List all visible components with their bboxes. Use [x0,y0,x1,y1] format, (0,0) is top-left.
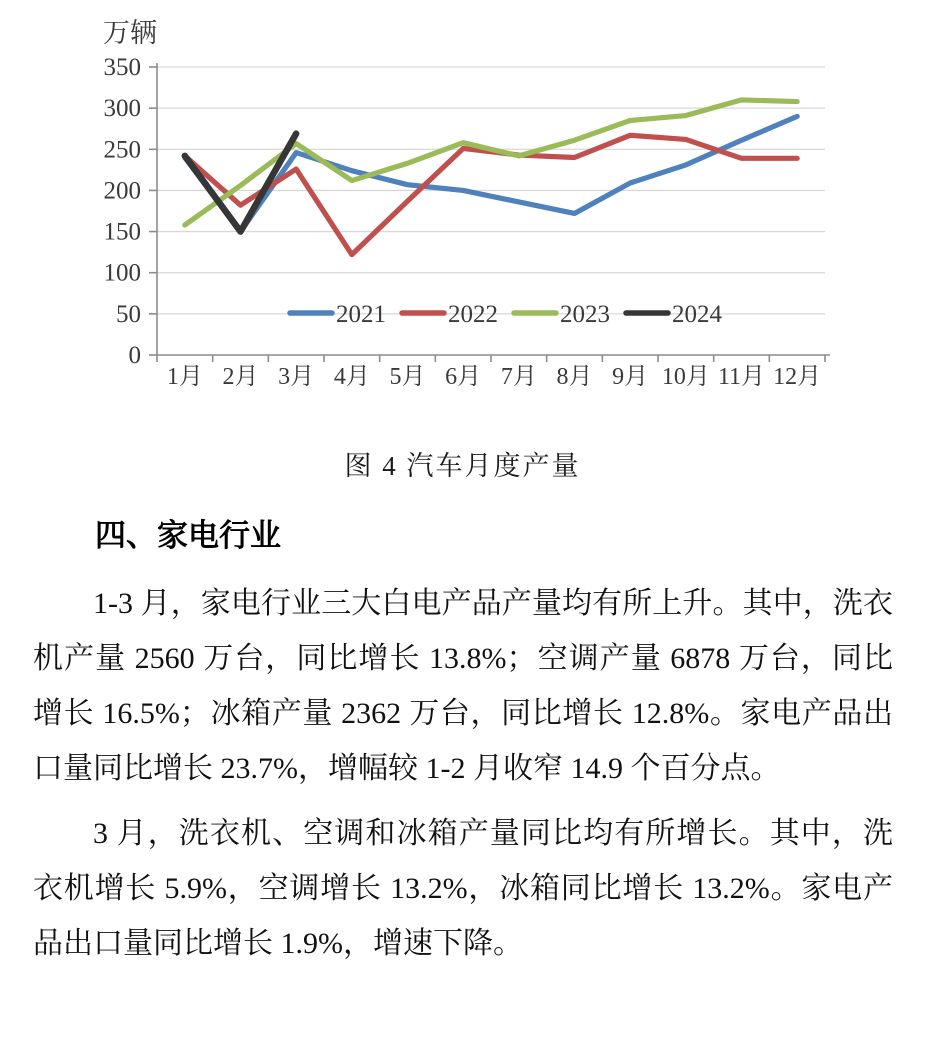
svg-text:5月: 5月 [389,364,426,390]
svg-text:300: 300 [103,95,141,123]
svg-text:10月: 10月 [661,364,710,390]
section-body [0,576,925,971]
svg-text:200: 200 [103,177,141,205]
svg-text:0: 0 [128,342,141,369]
svg-text:7月: 7月 [500,364,537,390]
paragraph-appliance-march: 3 月，洗衣机、空调和冰箱产量同比均有所增长。其中，洗衣机增长 5.9%，空调增长 13.2%，冰箱同比增长 13.2%。家电产品出口量同比增长 1.9%，增速下降。 [33,817,893,960]
legend-label-2021: 2021 [336,301,386,328]
svg-text:12月: 12月 [773,364,822,390]
svg-text:250: 250 [103,136,141,164]
section-heading: 四、家电行业 [95,518,281,553]
y-axis-unit-label: 万辆 [103,18,157,48]
paragraph-appliance-q1: 1-3 月，家电行业三大白电产品产量均有所上升。其中，洗衣机产量 2560 万台，同比增长 13.8%；空调产量 6878 万台，同比增长 16.5%；冰箱产量 2362 万台，同比增长 12.8%。家电产品出口量同比增长 23.7%，增幅较 1-2 月收窄 14.9 个百分点。 [33,587,893,785]
svg-text:6月: 6月 [445,364,482,390]
svg-text:350: 350 [103,54,141,81]
y-axis-labels [104,54,142,369]
svg-text:100: 100 [103,259,141,287]
svg-text:2月: 2月 [222,364,259,390]
legend-label-2022: 2022 [448,301,498,328]
legend-label-2024: 2024 [672,301,722,328]
svg-text:3月: 3月 [278,364,315,390]
chart-canvas [0,0,925,400]
x-axis-labels [167,364,821,390]
svg-text:50: 50 [116,300,141,328]
svg-text:4月: 4月 [333,364,370,390]
svg-text:11月: 11月 [717,364,766,390]
svg-text:150: 150 [103,218,141,246]
figure-4-chart [0,0,925,400]
svg-text:9月: 9月 [612,364,649,390]
svg-text:1月: 1月 [166,364,203,390]
legend-label-2023: 2023 [560,301,610,328]
svg-text:8月: 8月 [556,364,593,390]
figure-caption: 图 4 汽车月度产量 [344,451,581,481]
